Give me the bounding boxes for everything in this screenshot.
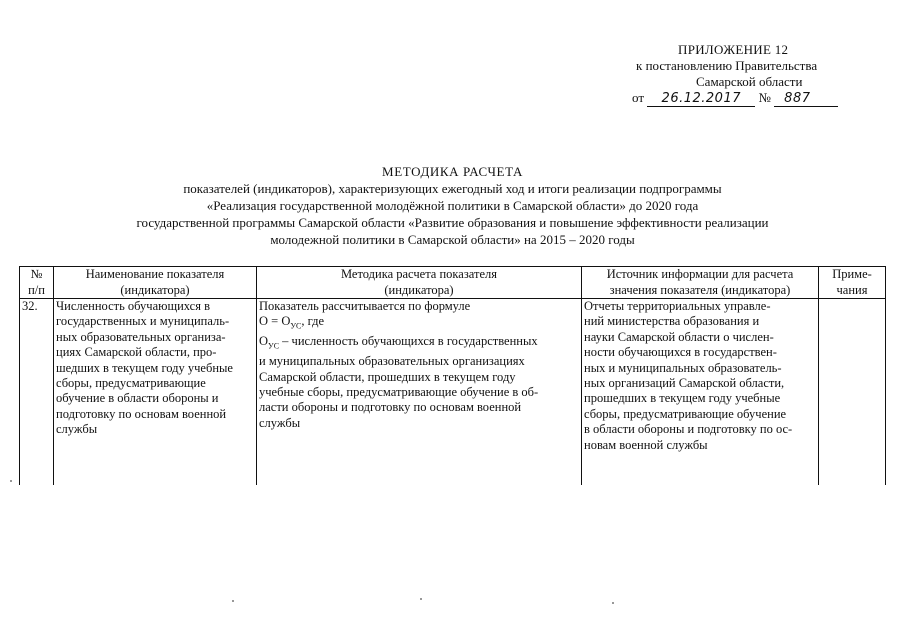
formula-subscript: УС xyxy=(290,321,302,331)
date-prefix: от xyxy=(632,90,645,105)
method-line: ласти обороны и подготовку по основам военной xyxy=(259,400,522,415)
header-notes xyxy=(819,267,886,299)
header-method-line-1: Методика расчета показателя xyxy=(340,267,498,281)
header-name-line-1: Наименование показателя xyxy=(85,267,225,281)
document-title: МЕТОДИКА РАСЧЕТА xyxy=(382,164,523,179)
method-line: и муниципальных образовательных организациях xyxy=(259,354,525,369)
scan-speck xyxy=(612,602,614,604)
row-method xyxy=(257,299,582,486)
header-name-line-2: (индикатора) xyxy=(120,282,190,297)
row-indicator-name xyxy=(54,299,257,486)
row-source xyxy=(582,299,819,486)
name-line: шедших в текущем году учебные xyxy=(56,360,233,375)
date-value: 26.12.2017 xyxy=(647,92,755,107)
row-notes xyxy=(819,299,886,486)
scan-speck xyxy=(10,480,12,482)
row-number: 32. xyxy=(20,299,54,486)
header-notes-line-2: чания xyxy=(836,282,868,297)
number-value: 887 xyxy=(774,92,838,107)
name-line: службы xyxy=(56,422,98,437)
method-formula xyxy=(259,314,579,334)
heading-line-1: показателей (индикаторов), характеризующих ежегодный ход и итоги реализации подпрограммы xyxy=(183,181,722,196)
table-row xyxy=(20,299,886,486)
name-line: циях Самарской области, про- xyxy=(56,345,217,360)
appendix-region-line: Самарской области xyxy=(696,74,803,89)
document-heading xyxy=(0,163,905,248)
indicator-table xyxy=(19,266,886,485)
source-line: Отчеты территориальных управле- xyxy=(584,299,771,313)
method-line: учебные сборы, предусматривающие обучение в об- xyxy=(259,385,539,400)
header-name xyxy=(54,267,257,299)
source-line: в области обороны и подготовку по ос- xyxy=(584,422,793,437)
header-source-line-1: Источник информации для расчета xyxy=(606,267,794,281)
table-header-row xyxy=(20,267,886,299)
formula-lhs: O = O xyxy=(259,314,291,329)
heading-line-3: государственной программы Самарской области «Развитие образования и повышение эффективности реализации xyxy=(136,215,769,230)
source-line: ности обучающихся в государствен- xyxy=(584,345,777,360)
method-line: Самарской области, прошедших в текущем году xyxy=(259,369,516,384)
source-line: прошедших в текущем году учебные xyxy=(584,391,781,406)
name-line: государственных и муниципаль- xyxy=(56,314,230,329)
scan-speck xyxy=(232,600,234,602)
source-line: сборы, предусматривающие обучение xyxy=(584,406,787,421)
method-definition xyxy=(259,334,579,354)
source-line: ний министерства образования и xyxy=(584,314,760,329)
heading-line-4: молодежной политики в Самарской области» на 2015 – 2020 годы xyxy=(270,232,635,247)
method-intro: Показатель рассчитывается по формуле xyxy=(259,299,471,313)
definition-subscript: УС xyxy=(268,341,280,351)
name-line: Численность обучающихся в xyxy=(56,299,211,313)
method-line: службы xyxy=(259,415,301,430)
appendix-title: ПРИЛОЖЕНИЕ 12 xyxy=(678,42,789,57)
name-line: обучение в области обороны и xyxy=(56,391,219,406)
header-notes-line-1: Приме- xyxy=(832,267,872,281)
header-num-line-2: п/п xyxy=(28,282,45,297)
source-line: ных организаций Самарской области, xyxy=(584,376,785,391)
header-method-line-2: (индикатора) xyxy=(384,282,454,297)
name-line: подготовку по основам военной xyxy=(56,406,227,421)
name-line: ных образовательных организа- xyxy=(56,329,226,344)
header-source xyxy=(582,267,819,299)
header-method xyxy=(257,267,582,299)
formula-tail: , где xyxy=(301,314,325,329)
definition-text: – численность обучающихся в государственных xyxy=(279,334,538,349)
source-line: новам военной службы xyxy=(584,437,708,452)
number-prefix: № xyxy=(758,90,771,105)
appendix-resolution-line: к постановлению Правительства xyxy=(636,58,818,73)
heading-line-2: «Реализация государственной молодёжной политики в Самарской области» до 2020 года xyxy=(206,198,699,213)
source-line: науки Самарской области о числен- xyxy=(584,329,774,344)
definition-symbol: O xyxy=(259,334,269,349)
header-num xyxy=(20,267,54,299)
header-num-line-1: № xyxy=(30,267,43,281)
scan-speck xyxy=(420,598,422,600)
appendix-date-number-line xyxy=(632,90,838,107)
source-line: ных и муниципальных образователь- xyxy=(584,360,782,375)
name-line: сборы, предусматривающие xyxy=(56,376,206,391)
header-source-line-2: значения показателя (индикатора) xyxy=(609,282,791,297)
